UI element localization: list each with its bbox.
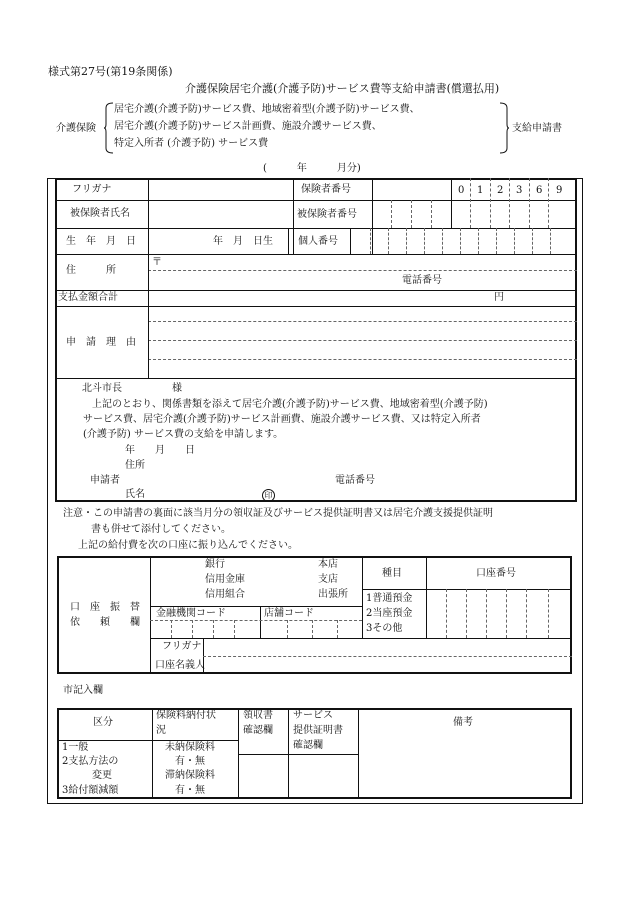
- category-item: 2支払方法の: [62, 756, 119, 767]
- category-item: 1一般: [62, 742, 89, 753]
- insurer-digit: 9: [556, 185, 563, 196]
- note-line-1: 注意・この申請書の裏面に該当月分の領収証及びサービス提供証明書又は居宅介護支援提供証明: [63, 508, 493, 519]
- form-title: 介護保険居宅介護(介護予防)サービス費等支給申請書(償還払用): [185, 82, 500, 95]
- phone-label: 電話番号: [402, 275, 442, 286]
- right-bracket-icon: [498, 102, 510, 154]
- city-section-title: 市記入欄: [63, 685, 103, 696]
- account-holder-field[interactable]: [205, 640, 570, 672]
- applicant-label: 申請者: [90, 475, 120, 486]
- insurer-digit: 6: [536, 185, 543, 196]
- period-field[interactable]: ( 年 月分): [263, 163, 361, 174]
- col-remarks: 備考: [453, 717, 473, 728]
- declaration-line-1: 上記のとおり、関係書類を添えて居宅介護(介護予防)サービス費、地域密着型(介護予防): [92, 399, 488, 410]
- addressee-sama: 様: [172, 383, 182, 394]
- col-service-1: サービス: [293, 710, 333, 721]
- dob-value[interactable]: 年 月 日生: [213, 236, 273, 247]
- form-number: 様式第27号(第19条関係): [48, 65, 173, 78]
- dob-label: 生 年 月 日: [66, 236, 136, 247]
- bank-label-1: 口 座 振 替: [70, 602, 140, 613]
- col-service-3: 確認欄: [293, 740, 323, 751]
- account-type-option[interactable]: 2当座預金: [366, 608, 413, 619]
- personal-no-label: 個人番号: [298, 236, 338, 247]
- applicant-name-label: 氏名: [125, 489, 145, 500]
- bank-type: 銀行: [205, 559, 225, 570]
- remarks-field[interactable]: [360, 742, 570, 797]
- account-type-label: 種目: [382, 568, 402, 579]
- insured-number-field[interactable]: [374, 202, 575, 226]
- reason-field[interactable]: [150, 308, 575, 376]
- holder-furigana-label: フリガナ: [162, 641, 202, 652]
- insured-name-field[interactable]: [150, 180, 291, 226]
- applicant-address-label: 住所: [125, 460, 145, 471]
- yen-label: 円: [494, 292, 504, 303]
- category-item: 変更: [92, 770, 112, 781]
- account-type-option[interactable]: 1普通預金: [366, 593, 413, 604]
- premium-item: 未納保険料: [165, 742, 215, 753]
- address-label: 住 所: [66, 265, 116, 276]
- declaration-line-2: サービス費、居宅介護(介護予防)サービス計画費、施設介護サービス費、又は特定入所者: [83, 414, 481, 425]
- premium-item[interactable]: 有・無: [175, 785, 205, 796]
- insured-no-label: 被保険者番号: [297, 209, 357, 220]
- insured-name-label: 被保険者氏名: [70, 208, 130, 219]
- postal-mark-icon: 〒: [152, 257, 162, 268]
- branch-type: 出張所: [318, 589, 348, 600]
- account-number-label: 口座番号: [476, 568, 516, 579]
- col-receipt-1: 領収書: [243, 710, 273, 721]
- insurer-digit: 0: [458, 185, 465, 196]
- institution-code-label: 金融機関コード: [156, 608, 226, 619]
- col-premium-2: 況: [156, 725, 166, 736]
- bank-type: 信用金庫: [205, 574, 245, 585]
- addressee: 北斗市長: [82, 383, 122, 394]
- total-label: 支払金額合計: [58, 292, 118, 303]
- address-field[interactable]: [160, 256, 575, 288]
- branch-code-label: 店舗コード: [264, 608, 314, 619]
- total-amount-field[interactable]: [150, 291, 490, 305]
- account-holder-label: 口座名義人: [155, 660, 205, 671]
- col-receipt-2: 確認欄: [243, 725, 273, 736]
- seal-icon: 印: [262, 489, 275, 502]
- insurer-no-label: 保険者番号: [301, 184, 351, 195]
- insurer-digit: 2: [497, 185, 504, 196]
- col-premium-1: 保険料納付状: [156, 710, 216, 721]
- header-right-label: 支給申請書: [512, 123, 562, 134]
- application-date[interactable]: 年 月 日: [125, 445, 195, 456]
- bank-label-2: 依 頼 欄: [70, 617, 140, 628]
- personal-number-field[interactable]: [352, 230, 575, 252]
- branch-type: 本店: [318, 559, 338, 570]
- declaration-line-3: (介護予防) サービス費の支給を申請します。: [83, 429, 284, 440]
- col-category: 区分: [93, 717, 113, 728]
- header-left-label: 介護保険: [56, 123, 96, 134]
- branch-type: 支店: [318, 574, 338, 585]
- reason-label: 申 請 理 由: [66, 337, 136, 348]
- account-type-option[interactable]: 3その他: [366, 623, 403, 634]
- service-line-1: 居宅介護(介護予防)サービス費、地域密着型(介護予防)サービス費、: [114, 104, 420, 115]
- premium-item[interactable]: 有・無: [175, 756, 205, 767]
- service-line-3: 特定入所者 (介護予防) サービス費: [114, 138, 269, 149]
- col-service-2: 提供証明書: [293, 725, 343, 736]
- premium-item: 滞納保険料: [165, 770, 215, 781]
- bank-type: 信用組合: [205, 589, 245, 600]
- service-line-2: 居宅介護(介護予防)サービス計画費、施設介護サービス費、: [114, 121, 382, 132]
- note-line-2: 書も併せて添付してください。: [91, 524, 231, 535]
- note-line-3: 上記の給付費を次の口座に振り込んでください。: [78, 540, 298, 551]
- furigana-label: フリガナ: [72, 184, 112, 195]
- insurer-digit: 3: [516, 185, 523, 196]
- category-item: 3給付額減額: [62, 785, 119, 796]
- insurer-digit: 1: [477, 185, 484, 196]
- applicant-phone-label: 電話番号: [335, 475, 375, 486]
